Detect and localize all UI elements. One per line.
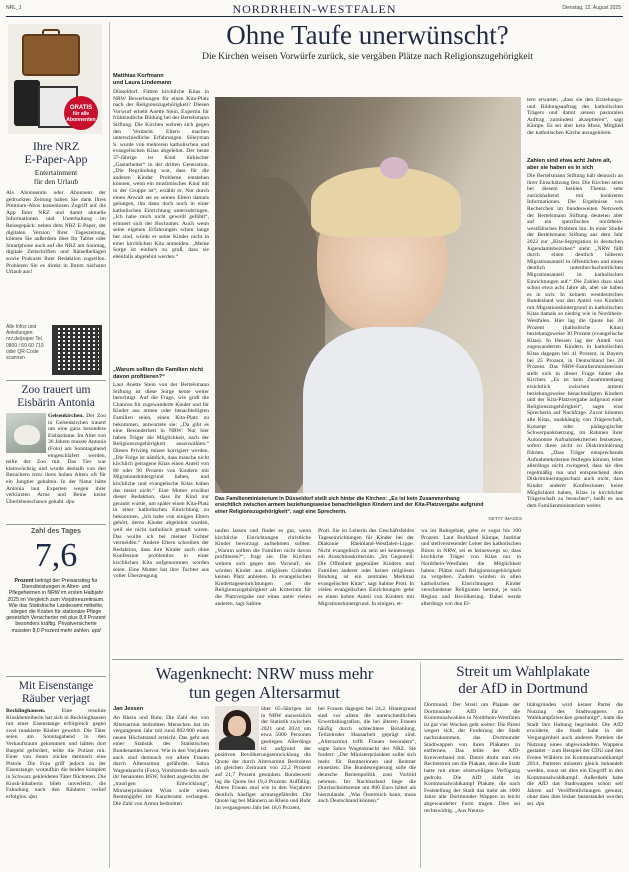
poverty-col2: über 65-Jährigen ist in NRW ausweislich der Statistik zwischen 2021 und 2024 um etwa 5000 Personen gestiegen. Allerdings ist aufgrund der positiven Bevölkerungsentwicklung die Quote der durch Altersarmut Bedrohten im gleichen Zeitraum von 22,2 Prozent auf 21,7 Prozent gesunken. Bundesweit lag die Quote bei 19,4 Prozent. Auffällig: Ältere Frauen sind wie in den Vorjahren deutlich häufiger armutsgefährdet. Die Quote lag bei Männern an Rhein und Ruhr im vergangenen Jahr bei 18,6 Prozent, [215,706,311,811]
lead-headline: Ohne Taufe unerwünscht? [226,20,509,50]
robbery-headline-line: Räuber verjagt [21,692,90,705]
lead-col1-subheading: „Warum sollten die Familien nicht davon profitieren?“ [113,367,203,380]
number-of-day-body: beträgt der Preisanstieg für Dienstleistungen in Alten- und Pflegeheimen in NRW im ersten Halbjahr 2025 im Vergleich zum Vorjahreszeitraum. Wie das Statistische Landesamt mitteilte, stiegen die Kosten für stationäre Pflege gesetzlich Versicherter mit plus 8,9 Prozent besonders kräftig. Privatversicherte mussten 8,0 Prozent mehr zahlen. [6,578,106,634]
photo-float-spacer [215,706,261,752]
lead-subhead: Die Kirchen weisen Vorwürfe zurück, sie vergäben Plätze nach Religionszugehörigkeit [202,52,533,62]
robbery-headline-line: Mit Eisenstange [18,680,94,692]
column-divider [420,662,421,868]
author-line: und Laura Lindemann [113,79,172,86]
column-divider [109,22,110,868]
zoo-dateline: Gelsenkirchen. [48,413,84,419]
poverty-headline-line: tun gegen Altersarmut [188,683,341,702]
number-of-day-source: epd [91,627,101,634]
poverty-author: Jan Jessen [113,706,144,712]
lead-col3: Protl. Sie ist Leiterin des Geschäftsfeldes Tageseinrichtungen für Kinder bei der Diakonie Rheinland-Westfalen-Lippe. Nicht evangelisch zu sein sei keineswegs ein Ausschlusskriterium. „Im Gegenteil: Die Offenheit gegenüber Kindern und Familien anderer oder keiner religiösen Bindung ist ein zentrales Merkmal evangelischer Kitas“, sagt Sabine Protl. In vielen evangelischen Einrichtungen gebe es einen hohen Anteil von Kindern mit Migrationshintergrund. In einigen, et- [318,528,414,607]
issue-date: Dienstag, 12. August 2025 [562,5,621,11]
phone-icon [14,80,40,126]
badge-line: Abonnenten [66,117,96,123]
divider [6,524,106,525]
poverty-col1: An Rhein und Ruhr. Die Zahl der von Altersarmut bedrohten Menschen hat im vergangenen Jahr mit rund 802.000 einen neuen Höchststand erreicht. Das geht aus einer Statistik des Statistischen Bundesamtes hervor. Wie in den Vorjahren auch sind demnach vor allem Frauen durch Altersarmut gefährdet. Sahra Wagenknecht (Foto), Vorsitzende des nach ihr benannten BSW, fordert angesichts der „traurigen Entwicklung“, Ministerpräsident Wüst solle einen Rentengipfel im Kanzleramt verlangen. Die Zahl von Armut bedrohten [113,715,209,807]
robbery-text: Eine resolute Kioskbetreiberin hat sich in Recklinghausen mit einer Eisenstange erfolgreich gegen zwei maskierte Räuber gewehrt. Die Täter seien am Sonntagabend in den Verkaufsraum gekommen und hätten dort Bargeld gefordert, teilte die Polizei mit. Einer von ihnen zückte demnach eine Pistole. Die Frau griff jedoch zu der Eisenstange, woraufhin die beiden komplett in Schwarz gekleideten Täter flüchteten. Die Kiosk-Inhaberin blieb unverletzt, die Fahndung nach den Räubern verlief erfolglos. [6,708,106,800]
zoo-text: Der Zoo in Gelsenkirchen trauert um eine ganz besondere Eisbärdame. Im Alter von 36 Jahren musste Antonia (Foto) am Sonntagabend eingeschläfert werden, teilte der Zoo mit. Das Tier war kleinwüchsig und wurde deshalb von den Besuchern trotz ihres hohen Alters oft für ein Jungtier gehalten. In der Natur hätte Antonia laut Experten wegen ihrer verkürzten Arme und Beine keine Überlebenschance gehabt. [6,413,106,505]
afd-headline-line: der AfD in Dortmund [458,681,588,697]
afd-headline-line: Streit um Wahlplakate [456,664,590,680]
zoo-headline [6,384,106,409]
lead-photo [215,97,521,493]
robbery-body [6,708,106,868]
robbery-source: dpa [28,793,38,800]
afd-source: dpa [536,800,545,807]
lead-col1: Düsseldorf. Fittem kirchliche Kitas in NRW Bewerbungen für einen Kita-Platz nach der Religionszugehörigkeit? Diesen Vorwurf erhebt Anette Stein, Expertin für frühkindliche Bildung bei der Bertelsmann Stiftung. Die Kirchen wehren sich gegen den Verdacht. Eltern machen unterschiedliche Erfahrungen. Süleyman S. wurde von mehreren katholischen und evangelischen Kitas abgelehnt. Der heute 37-Jährige ist Kind türkischer „Gastarbeiter“ in der dritten Generation. „Die Begründung war, dass für die anderen Kinder Probleme entstehen können, wenn ein muslimisches Kind mit in der Gruppe ist“, erzählt er. Nur durch einen Anwalt sei es seinen Eltern damals gelungen, ihn dann doch noch in einer katholischen Einrichtung unterzubringen. „Ich habe mich nicht gewollt gefühlt“, erinnert sich der Bochumer. Auch wenn seine eigenen Erfahrungen schon lange her sind, würde er seine Kinder nicht in einer kirchlichen Kita anmelden. „Meine Sorge ist einfach zu groß, dass sie ebenfalls abgelehnt werden.“ [113,89,209,260]
header-rule [6,16,623,17]
lead-right-subheading: Zahlen sind etwa acht Jahre alt, aber sie haben es in sich [527,158,612,171]
promo-subtitle-line: Entertainment [34,168,78,177]
lead-right1: tern erwartet, „dass sie den Erziehungs- und Bildungsauftrag des katholischen Trägers und damit seinen pastoralen Auftrag zumindest akzeptieren“, sagt Kämpe. Es sei aber kein Muss, Mitglied der katholischen Kirche anzugehören. [527,97,623,136]
section-divider [112,659,623,660]
badge-line: für alle [72,111,90,117]
afd-col2 [527,702,623,867]
photo-credit: GETTY IMAGES [488,516,522,521]
qr-code-icon[interactable] [52,325,102,375]
zoo-body [6,413,106,519]
number-of-day-label: Zahl des Tages [30,528,82,535]
promo-title [6,140,106,166]
zoo-headline-line: Zoo trauert um [21,384,91,396]
number-of-day-text [6,578,106,674]
lead-authors [113,73,209,86]
robbery-dateline: Recklinghausen. [6,708,46,714]
badge-line: GRATIS [69,105,93,111]
poverty-col3: bei Frauen dagegen bei 24,2. Hintergrund sind vor allem die unterschiedlichen Erwerbsbiografien, die bei älteren Frauen häufig durch schlechtere Bezahlung, Teilzeitoder Hausarbeit geprägt sind. „Altersarmut trifft Frauen besonders“, sagte Sahra Wagenknecht der NRZ. Sie fordert: „Der Ministerpräsident sollte sich mehr für Rentnerinnen und Rentner einsetzen. Die Bundesregierung solle die deutsche Rentenpolitik zum Vorbild nehmen. Im Nachbarland liege die Durchschnittsrente um 800 Euro höher als hierzulande. „Was Österreich kann, muss auch Deutschland können.“ [318,706,416,805]
section-title: NORDRHEIN-WESTFALEN [232,2,397,16]
suitcase-icon [22,34,80,76]
poverty-headline [112,664,417,702]
lead-photo-caption: Das Familienministerium in Düsseldorf stellt sich hinter die Kirchen: „Es ist kein Zusammenhang ersichtlich zwischen armem beziehungsweise benachteiligten Kindern und der Kita-Platzvergabe aufgrund einer Religionszugehörigkeit“, sagt eine Sprecherin. [215,496,484,515]
lead-col2: taufen lassen und findet es gut, wenn kirchliche Einrichtungen christliche Kinder bevorzugt aufnehmen sollten. „Warum sollten die Familien nicht davon profitieren?“, fragt sie. Die Kirchen wehren sich gegen den Vorwurf, sie würden Kinder aus religiösen Gründen keinen Platz anbieten. In evangelischen Kindertageseinrichtungen sei die Religionszugehörigkeit als Kriterium für die Platzvergabe nur eines unter vielen anderen, sagt Sabine [215,528,311,607]
author-line: Matthias Korfmann [113,73,164,79]
free-badge [64,96,98,130]
promo-subtitle [6,169,106,186]
lead-right2: Die Bertelsmann Stiftung hält dennoch an ihrer Einschätzung fest. Die Kirchen seien bei diesem heiklen Thema sehr zurückhaltend mit konkreten Informationen. Die Ergebnisse von Recherchen im bundesweiten Netzwerk der Bertelsmann Stiftung deuteten aber auf ein spezifisches nordrhein-westfälisches Problem hin. In einer Studie der Bertelsmann Stiftung aus dem Jahr 2022 zur „Kita-Segregation in deutschen Jugendamtsbezirken“ steht: „NRW fällt durch einen deutlich höheren Migrationsanteil in öffentlichen und einen deutlich unterdurchschnittlichen Migrationsanteil in katholischen Einrichtungen auf.“ Die Zahlen dazu sind schon etwa acht Jahre alt, aber sie haben es in sich: In keinem westdeutschen Bundesland war den Anteil von Kindern mit Migrationshintergrund in katholischen Kitas damals so niedrig wie in Nordrhein-Westfalen. Hier lag die Quote bei 20 Prozent (katholische Kitas) beziehungsweise 30 Prozent (evangelische Kitas). In Hessen lag der Anteil von zugewanderten Kindern in katholischen Kitas dagegen bei 41 Prozent, in Bayern bei 25 Prozent, in Deutschland bei 28 Prozent. Das NRW-Familienministerium stellt sich in dieser Frage hinter die Kirchen: „Es ist kein Zusammenhang ersichtlich zwischen armem beziehungsweise benachteiligten Kindern und der Kita-Platzvergabe aufgrund einer Religionszugehörigkeit“, sagte eine Sprecherin auf Nachfrage. Zuvor könnten alle Kitas, unabhängig von Trägerschaft, Konzept oder pädagogischer Schwerpunktsetzung, im Rahmen ihrer Autonomie Aufnahmekriterien festsetzen, sofern diese nicht zu Diskriminierung führten. „Dass Träger entsprechende Aufnahmekriterien festlegen können, leitet allerdings nicht zwingend, dass sie dies regelmäßig tun und entsprechend dem Diskriminierungsschutz auch nicht, dass Kinder anderer Konfessionen keine Möglichkeit haben, Kitas in kirchlicher Trägerschaft zu besuchen“, heißt es aus dem Familienministerium weiter. [527,173,623,509]
number-of-day-unit: Prozent [14,578,34,584]
poverty-headline-line: Wagenknecht: NRW muss mehr [155,664,374,683]
promo-subtitle-line: für den Urlaub [33,176,79,186]
zoo-headline-line: Eisbärin Antonia [17,396,95,409]
zoo-source: dpa [66,498,75,505]
promo-title-line: Ihre NRZ [32,139,80,153]
edition-code: NRL_1 [6,5,22,11]
divider [6,676,106,677]
afd-col2-text: litätsgründen wird keiner Partei die Nutzung des Stadtwappens zu Wahlkampfzwecken genehmigt“, hatte die Stadt ihre Haltung begründet. Die AfD erwiderte, die Stadt habe in der Vergangenheit auch anderen Parteien die Nutzung eines abgewandelten Wappens gestattet – zum Beispiel der CDU und den Freien Wählern im Kommunalwahlkampf 2014. Parteien müssten gleich behandelt werden, sonst sei dies ein Eingriff in den Kommunalwahlkampf. Außerdem habe die AfD das Stadtwappen schon seit Jahren auf Veröffentlichungen genutzt, ohne dass dies bisher beanstandet worden sei. [527,702,623,807]
number-of-day-value: 7,6 [34,537,78,574]
promo-title-line: E-Paper-App [24,152,88,166]
divider [6,380,106,381]
robbery-headline [6,680,106,705]
lead-col4: wa im Ruhrgebiet, gebe er sogar bis 100 Prozent. Laut Burkhard Kämpe, Justitiar und stellvertretender Leiter des katholischen Büros in NRW, sei es keineswegs so, dass kirchliche Träger von Kitas nur in Nordrhein-Westfalen die Möglichkeit haben, Plätze nach Religionszugehörigkeit zu vergeben. Zudem würden in allen katholischen Einrichtungen Kinder verschiedener Religionen betreut, je nach Region und Bevölkerung. Dabei werde allerdings von den El- [421,528,521,607]
photo-float-spacer [6,413,48,455]
promo-qr-text: Alle Infos und Anleitungen: nrz.de/paper Tel. 0800 / 60 60 710 oder QR-Code scannen [6,324,44,362]
promo-body: Als Abonnentin oder Abonnent der gedruckten Zeitung haben Sie dank Ihres Premium-Abos kostenlosen Zugriff auf die App Ihrer NRZ und damit aktuelle Informationen und Unterhaltung im Reisegepäck: neben dem NRZ E-Paper, der digitalen Version Ihrer Tageszeitung, können Sie außerdem über Ihr Tablet oder Smartphone auch auf die NRZ am Sonntag, digitale Zeitschriften und Rätselbeilagen sowie Podcasts Ihrer Redaktion zugreifen. Probieren Sie es direkt in Ihrem nächsten Urlaub aus! [6,190,106,276]
afd-headline [423,664,623,698]
afd-col1: Dortmund. Der Streit um Plakate der Dortmunder AfD für die Kommunalwahlen in Nordrhein-Westfalen ist gut vier Wochen geht weiter: Die Partei wegert sich, der Forderung der Stadt nachzukommen, das Dortmunder Stadtwappen von ihren Plakaten zu entfernen. Das teilte der AfD-Kreisverband mit. Damit droht nun ein Rechtsstreit um die Plakate, denn die Stadt hatte mit einer einstweiligen Verfügung gedroht. Die AfD klebt im Kommunalwahlkampf Plakate, die nach Feststellung der Stadt das mehr als 1000 Jahre alte Dortmunder Wappen in leicht abgewandelter Form tragen. Dies sei rechtswidrig. „Aus Neutra- [424,702,520,814]
lead-col1b: Laut Anette Stein von der Bertelsmann Stiftung ist diese Sorge heute weiter berechtigt. Auf die Frage, wie groß die Chancen für zugewanderte Kinder und für Kinder aus armen oder benachteiligten Familien seien, einen Kita-Platz zu bekommen, antwortete sie: „Da gibt es eine Besonderheit in NRW: Nur hier haben Träger die Möglichkeit, nach der Religionszugehörigkeit auszuwählen.“ Dieses Privileg müsse korrigiert werden. „Die Folge ist nämlich, dass manche nicht kirchlich getragene Kitas einen Anteil von 80 oder 90 Prozent von Kindern mit Migrationshintergrund haben, und kirchliche und evangelische Kitas haben das meist nicht.“ Eine Mutter erwähnt dieser Redaktion, dass ihr Kind nur geraubt wurde, um später einen Kita-Platz in einer katholischen Einrichtung zu bekommen. „Ich habe von einigen Eltern gehört, deren Kinder abgelehnt wurden, weil sie nicht katholisch getauft waren. Das wollte ich bei meiner Tochter vermeiden.“ Andere Eltern schreiben der Redaktion, dass ihre Kinder auch ohne Konfession problemlos in einer kirchlichen Kita aufgenommen worden seien. Eine Mutter hat ihre Tochter aus voller Überzeugung [113,382,209,580]
